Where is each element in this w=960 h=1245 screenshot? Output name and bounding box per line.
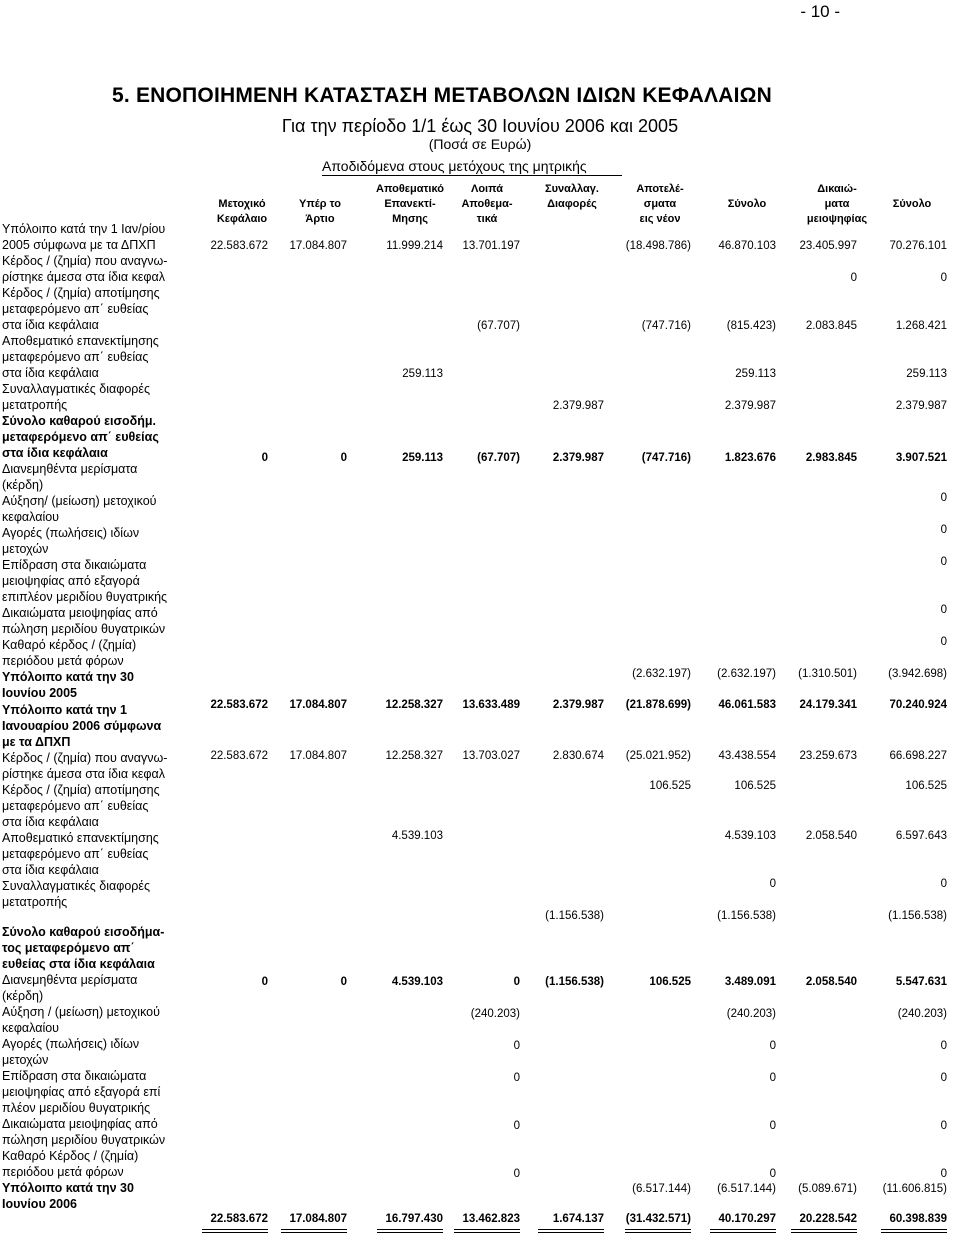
final-balance-underline	[881, 1232, 947, 1233]
row-label-11: Συναλλαγματικές διαφορές	[2, 382, 151, 396]
table-cell: 23.259.673	[799, 750, 857, 762]
row-label-14: μεταφερόμενο απ΄ ευθείας	[2, 430, 159, 444]
table-cell: (21.878.699)	[625, 699, 691, 711]
row-label-57: πώληση μεριδίου θυγατρικών	[2, 1133, 166, 1147]
final-balance-underline	[377, 1232, 443, 1233]
column-header-2-line-3: Άρτιο	[305, 213, 335, 225]
row-label-21: μετοχών	[2, 542, 49, 556]
row-label-13: Σύνολο καθαρού εισοδήμ.	[2, 414, 156, 428]
table-cell: 70.276.101	[889, 240, 947, 252]
table-cell: 106.525	[649, 780, 691, 792]
row-label-52: μετοχών	[2, 1053, 49, 1067]
table-cell: 13.462.823	[462, 1213, 520, 1225]
table-cell: 24.179.341	[799, 699, 857, 711]
table-cell: (67.707)	[477, 320, 520, 332]
table-cell: (240.203)	[897, 1008, 947, 1020]
table-cell: (1.156.538)	[545, 910, 604, 922]
table-cell: 2.379.987	[724, 400, 776, 412]
row-label-59: περιόδου μετά φόρων	[2, 1165, 124, 1179]
row-label-16: Διανεμηθέντα μερίσματα	[2, 462, 138, 476]
table-cell: 0	[513, 976, 520, 988]
row-label-50: κεφαλαίου	[2, 1021, 60, 1035]
final-balance-underline	[625, 1232, 691, 1233]
row-label-33: με τα ΔΠΧΠ	[2, 735, 71, 749]
table-cell: 0	[850, 272, 857, 284]
row-label-47: Διανεμηθέντα μερίσματα	[2, 973, 138, 987]
final-balance-underline	[454, 1232, 520, 1233]
table-cell: 0	[261, 976, 268, 988]
table-cell: 13.703.027	[462, 750, 520, 762]
column-header-1-line-3: Κεφάλαιο	[216, 213, 268, 225]
attribution-subtitle: Αποδιδόμενα στους μετόχους της μητρικής	[322, 158, 587, 174]
table-cell: (31.432.571)	[625, 1213, 691, 1225]
attribution-underline	[322, 175, 622, 176]
row-label-42: Συναλλαγματικές διαφορές	[2, 879, 151, 893]
table-cell: (2.632.197)	[632, 668, 691, 680]
table-cell: 22.583.672	[210, 1213, 268, 1225]
table-cell: (2.632.197)	[717, 668, 776, 680]
table-cell: 46.061.583	[718, 699, 776, 711]
row-label-31: Υπόλοιπο κατά την 1	[2, 703, 127, 717]
table-cell: 106.525	[649, 976, 691, 988]
final-balance-underline	[202, 1229, 268, 1230]
table-cell: 259.113	[402, 368, 443, 380]
column-header-4-line-3: τικά	[476, 213, 498, 225]
row-label-58: Καθαρό Κέρδος / (ζημία)	[2, 1149, 139, 1163]
table-cell: 70.240.924	[889, 699, 947, 711]
table-cell: (747.716)	[641, 320, 691, 332]
row-label-9: μεταφερόμενο απ΄ ευθείας	[2, 350, 149, 364]
table-cell: (25.021.952)	[625, 750, 691, 762]
table-cell: 259.113	[906, 368, 947, 380]
table-cell: 0	[769, 878, 776, 890]
row-label-17: (κέρδη)	[2, 478, 44, 492]
final-balance-underline	[538, 1232, 604, 1233]
row-label-45: τος μεταφερόμενο απ΄	[2, 941, 135, 955]
table-cell: 0	[261, 452, 268, 464]
table-cell: 20.228.542	[799, 1213, 857, 1225]
table-cell: 106.525	[905, 780, 947, 792]
page-number: - 10 -	[800, 2, 840, 21]
row-label-41: στα ίδια κεφάλαια	[2, 863, 99, 877]
row-label-61: Ιουνίου 2006	[2, 1197, 77, 1211]
table-cell: 60.398.839	[889, 1213, 947, 1225]
table-cell: 0	[769, 1072, 776, 1084]
row-label-55: πλέον μεριδίου θυγατρικής	[2, 1101, 151, 1115]
table-cell: 17.084.807	[289, 240, 347, 252]
table-cell: (6.517.144)	[632, 1183, 691, 1195]
column-header-6-line-1: Αποτελέ-	[636, 183, 684, 195]
table-cell: 6.597.643	[895, 830, 947, 842]
row-label-25: Δικαιώματα μειοψηφίας από	[2, 606, 158, 620]
table-cell: 17.084.807	[289, 1213, 347, 1225]
row-label-3: Κέρδος / (ζημία) που αναγνω-	[2, 254, 168, 268]
table-cell: 22.583.672	[210, 240, 268, 252]
table-cell: (815.423)	[726, 320, 776, 332]
column-header-8-line-1: Δικαιώ-	[817, 183, 857, 195]
table-cell: 0	[513, 1040, 520, 1052]
row-label-18: Αύξηση/ (μείωση) μετοχικού	[2, 494, 157, 508]
row-label-26: πώληση μεριδίου θυγατρικών	[2, 622, 166, 636]
table-cell: 2.379.987	[895, 400, 947, 412]
table-cell: (67.707)	[477, 452, 520, 464]
row-label-51: Αγορές (πωλήσεις) ιδίων	[2, 1037, 140, 1051]
table-cell: 0	[340, 452, 347, 464]
table-cell: 2.983.845	[805, 452, 857, 464]
row-label-53: Επίδραση στα δικαιώματα	[2, 1069, 147, 1083]
row-label-29: Υπόλοιπο κατά την 30	[2, 670, 134, 684]
final-balance-underline	[791, 1232, 857, 1233]
table-cell: 2.379.987	[552, 452, 604, 464]
table-cell: 2.830.674	[552, 750, 604, 762]
table-cell: 4.539.103	[724, 830, 776, 842]
row-label-5: Κέρδος / (ζημία) αποτίμησης	[2, 286, 160, 300]
statement-title: 5. ΕΝΟΠΟΙΗΜΕΝΗ ΚΑΤΑΣΤΑΣΗ ΜΕΤΑΒΟΛΩΝ ΙΔΙΩΝ ΚΕΦΑΛΑΙΩΝ	[112, 84, 773, 107]
column-header-2-line-2: Υπέρ το	[299, 198, 341, 210]
unit-subtitle: (Ποσά σε Ευρώ)	[428, 136, 532, 152]
final-balance-underline	[377, 1229, 443, 1230]
table-cell: 0	[940, 1040, 947, 1052]
table-cell: 0	[940, 878, 947, 890]
table-cell: 0	[769, 1120, 776, 1132]
final-balance-underline	[625, 1229, 691, 1230]
column-header-8-line-3: μειοψηφίας	[806, 213, 868, 225]
row-label-49: Αύξηση / (μείωση) μετοχικού	[2, 1005, 160, 1019]
table-cell: 0	[340, 976, 347, 988]
table-cell: (1.156.538)	[545, 976, 604, 988]
final-balance-underline	[710, 1232, 776, 1233]
table-cell: 17.084.807	[289, 699, 347, 711]
column-header-1-line-2: Μετοχικό	[218, 198, 266, 210]
table-cell: 1.823.676	[724, 452, 776, 464]
table-cell: 3.907.521	[895, 452, 947, 464]
table-cell: 4.539.103	[391, 830, 443, 842]
row-label-32: Ιανουαρίου 2006 σύμφωνα	[2, 719, 162, 733]
table-cell: 11.999.214	[386, 240, 443, 252]
table-cell: 0	[940, 272, 947, 284]
table-cell: (6.517.144)	[717, 1183, 776, 1195]
table-cell: 4.539.103	[391, 976, 443, 988]
table-cell: 23.405.997	[799, 240, 857, 252]
table-cell: 0	[940, 1072, 947, 1084]
table-cell: 2.083.845	[805, 320, 857, 332]
table-cell: 12.258.327	[385, 750, 443, 762]
column-header-9-line-2: Σύνολο	[892, 198, 932, 210]
table-cell: 1.268.421	[895, 320, 947, 332]
table-cell: (1.310.501)	[798, 668, 857, 680]
table-cell: (3.942.698)	[888, 668, 947, 680]
table-cell: (11.606.815)	[882, 1183, 947, 1195]
row-label-34: Κέρδος / (ζημία) που αναγνω-	[2, 751, 168, 765]
table-cell: 106.525	[734, 780, 776, 792]
row-label-20: Αγορές (πωλήσεις) ιδίων	[2, 526, 140, 540]
row-label-24: επιπλέον μεριδίου θυγατρικής	[2, 590, 168, 604]
table-cell: 0	[940, 1168, 947, 1180]
table-cell: 0	[513, 1120, 520, 1132]
table-cell: 2.058.540	[805, 830, 857, 842]
column-header-3-line-3: Μησης	[392, 213, 428, 225]
row-label-38: στα ίδια κεφάλαια	[2, 815, 99, 829]
row-label-36: Κέρδος / (ζημία) αποτίμησης	[2, 783, 160, 797]
row-label-54: μειοψηφίας από εξαγορά επί	[2, 1085, 161, 1099]
table-cell: 259.113	[402, 452, 443, 464]
table-cell: (18.498.786)	[625, 240, 691, 252]
row-label-23: μειοψηφίας από εξαγορά	[2, 574, 140, 588]
row-label-8: Αποθεματικό επανεκτίμησης	[2, 334, 159, 348]
table-cell: 0	[513, 1168, 520, 1180]
table-cell: 0	[940, 1120, 947, 1132]
table-cell: 43.438.554	[718, 750, 776, 762]
table-cell: 46.870.103	[718, 240, 776, 252]
row-label-27: Καθαρό κέρδος / (ζημία)	[2, 638, 137, 652]
row-label-1: Υπόλοιπο κατά την 1 Ιαν/ρίου	[2, 222, 166, 236]
final-balance-underline	[281, 1232, 347, 1233]
table-cell: 22.583.672	[210, 750, 268, 762]
column-header-5-line-2: Διαφορές	[547, 198, 597, 210]
row-label-28: περιόδου μετά φόρων	[2, 654, 124, 668]
row-label-4: ρίστηκε άμεσα στα ίδια κεφαλ	[2, 270, 165, 284]
table-cell: 22.583.672	[210, 699, 268, 711]
row-label-37: μεταφερόμενο απ΄ ευθείας	[2, 799, 149, 813]
row-label-10: στα ίδια κεφάλαια	[2, 366, 99, 380]
table-cell: 259.113	[735, 368, 776, 380]
period-subtitle: Για την περίοδο 1/1 έως 30 Ιουνίου 2006 και 2005	[281, 116, 679, 136]
table-cell: 0	[513, 1072, 520, 1084]
column-header-3-line-2: Επανεκτί-	[384, 198, 436, 210]
row-label-15: στα ίδια κεφάλαια	[2, 446, 108, 460]
table-cell: (1.156.538)	[717, 910, 776, 922]
table-cell: 3.489.091	[724, 976, 776, 988]
row-label-60: Υπόλοιπο κατά την 30	[2, 1181, 134, 1195]
row-label-39: Αποθεματικό επανεκτίμησης	[2, 831, 159, 845]
final-balance-underline	[791, 1229, 857, 1230]
row-label-46: ευθείας στα ίδια κεφάλαια	[2, 957, 155, 971]
table-cell: 2.058.540	[805, 976, 857, 988]
table-cell: 2.379.987	[552, 400, 604, 412]
column-header-8-line-2: ματα	[824, 198, 850, 210]
table-cell: (240.203)	[726, 1008, 776, 1020]
table-cell: 13.701.197	[462, 240, 520, 252]
column-header-4-line-1: Λοιπά	[471, 183, 503, 195]
table-cell: 2.379.987	[552, 699, 604, 711]
row-label-43: μετατροπής	[2, 895, 68, 909]
table-cell: 12.258.327	[385, 699, 443, 711]
table-cell: (240.203)	[470, 1008, 520, 1020]
table-cell: 66.698.227	[889, 750, 947, 762]
table-cell: 13.633.489	[462, 699, 520, 711]
final-balance-underline	[881, 1229, 947, 1230]
final-balance-underline	[202, 1232, 268, 1233]
table-cell: (1.156.538)	[888, 910, 947, 922]
final-balance-underline	[281, 1229, 347, 1230]
table-cell: 0	[769, 1168, 776, 1180]
row-label-6: μεταφερόμενο απ΄ ευθείας	[2, 302, 149, 316]
table-cell: 17.084.807	[289, 750, 347, 762]
table-cell: 40.170.297	[718, 1213, 776, 1225]
row-label-22: Επίδραση στα δικαιώματα	[2, 558, 147, 572]
column-header-7-line-2: Σύνολο	[727, 198, 767, 210]
row-label-12: μετατροπής	[2, 398, 68, 412]
row-label-44: Σύνολο καθαρού εισοδήμα-	[2, 925, 165, 939]
table-cell: 0	[940, 636, 947, 648]
table-cell: 0	[940, 556, 947, 568]
column-header-3-line-1: Αποθεματικό	[376, 183, 444, 195]
row-label-2: 2005 σύμφωνα με τα ΔΠΧΠ	[2, 238, 156, 252]
table-cell: 16.797.430	[385, 1213, 443, 1225]
final-balance-underline	[538, 1229, 604, 1230]
table-cell: (5.089.671)	[798, 1183, 857, 1195]
column-header-6-line-3: εις νέον	[639, 213, 681, 225]
row-label-48: (κέρδη)	[2, 989, 44, 1003]
row-label-7: στα ίδια κεφάλαια	[2, 318, 99, 332]
row-label-19: κεφαλαίου	[2, 510, 60, 524]
row-label-35: ρίστηκε άμεσα στα ίδια κεφαλ	[2, 767, 165, 781]
table-cell: 5.547.631	[895, 976, 947, 988]
table-cell: 0	[940, 524, 947, 536]
table-cell: 1.674.137	[552, 1213, 604, 1225]
table-cell: 0	[940, 604, 947, 616]
row-label-40: μεταφερόμενο απ΄ ευθείας	[2, 847, 149, 861]
final-balance-underline	[454, 1229, 520, 1230]
final-balance-underline	[710, 1229, 776, 1230]
table-cell: (747.716)	[641, 452, 691, 464]
column-header-4-line-2: Αποθεμα-	[461, 198, 513, 210]
row-label-30: Ιουνίου 2005	[2, 686, 77, 700]
column-header-5-line-1: Συναλλαγ.	[545, 183, 599, 195]
table-cell: 0	[769, 1040, 776, 1052]
row-label-56: Δικαιώματα μειοψηφίας από	[2, 1117, 158, 1131]
table-cell: 0	[940, 492, 947, 504]
column-header-6-line-2: σματα	[643, 198, 677, 210]
